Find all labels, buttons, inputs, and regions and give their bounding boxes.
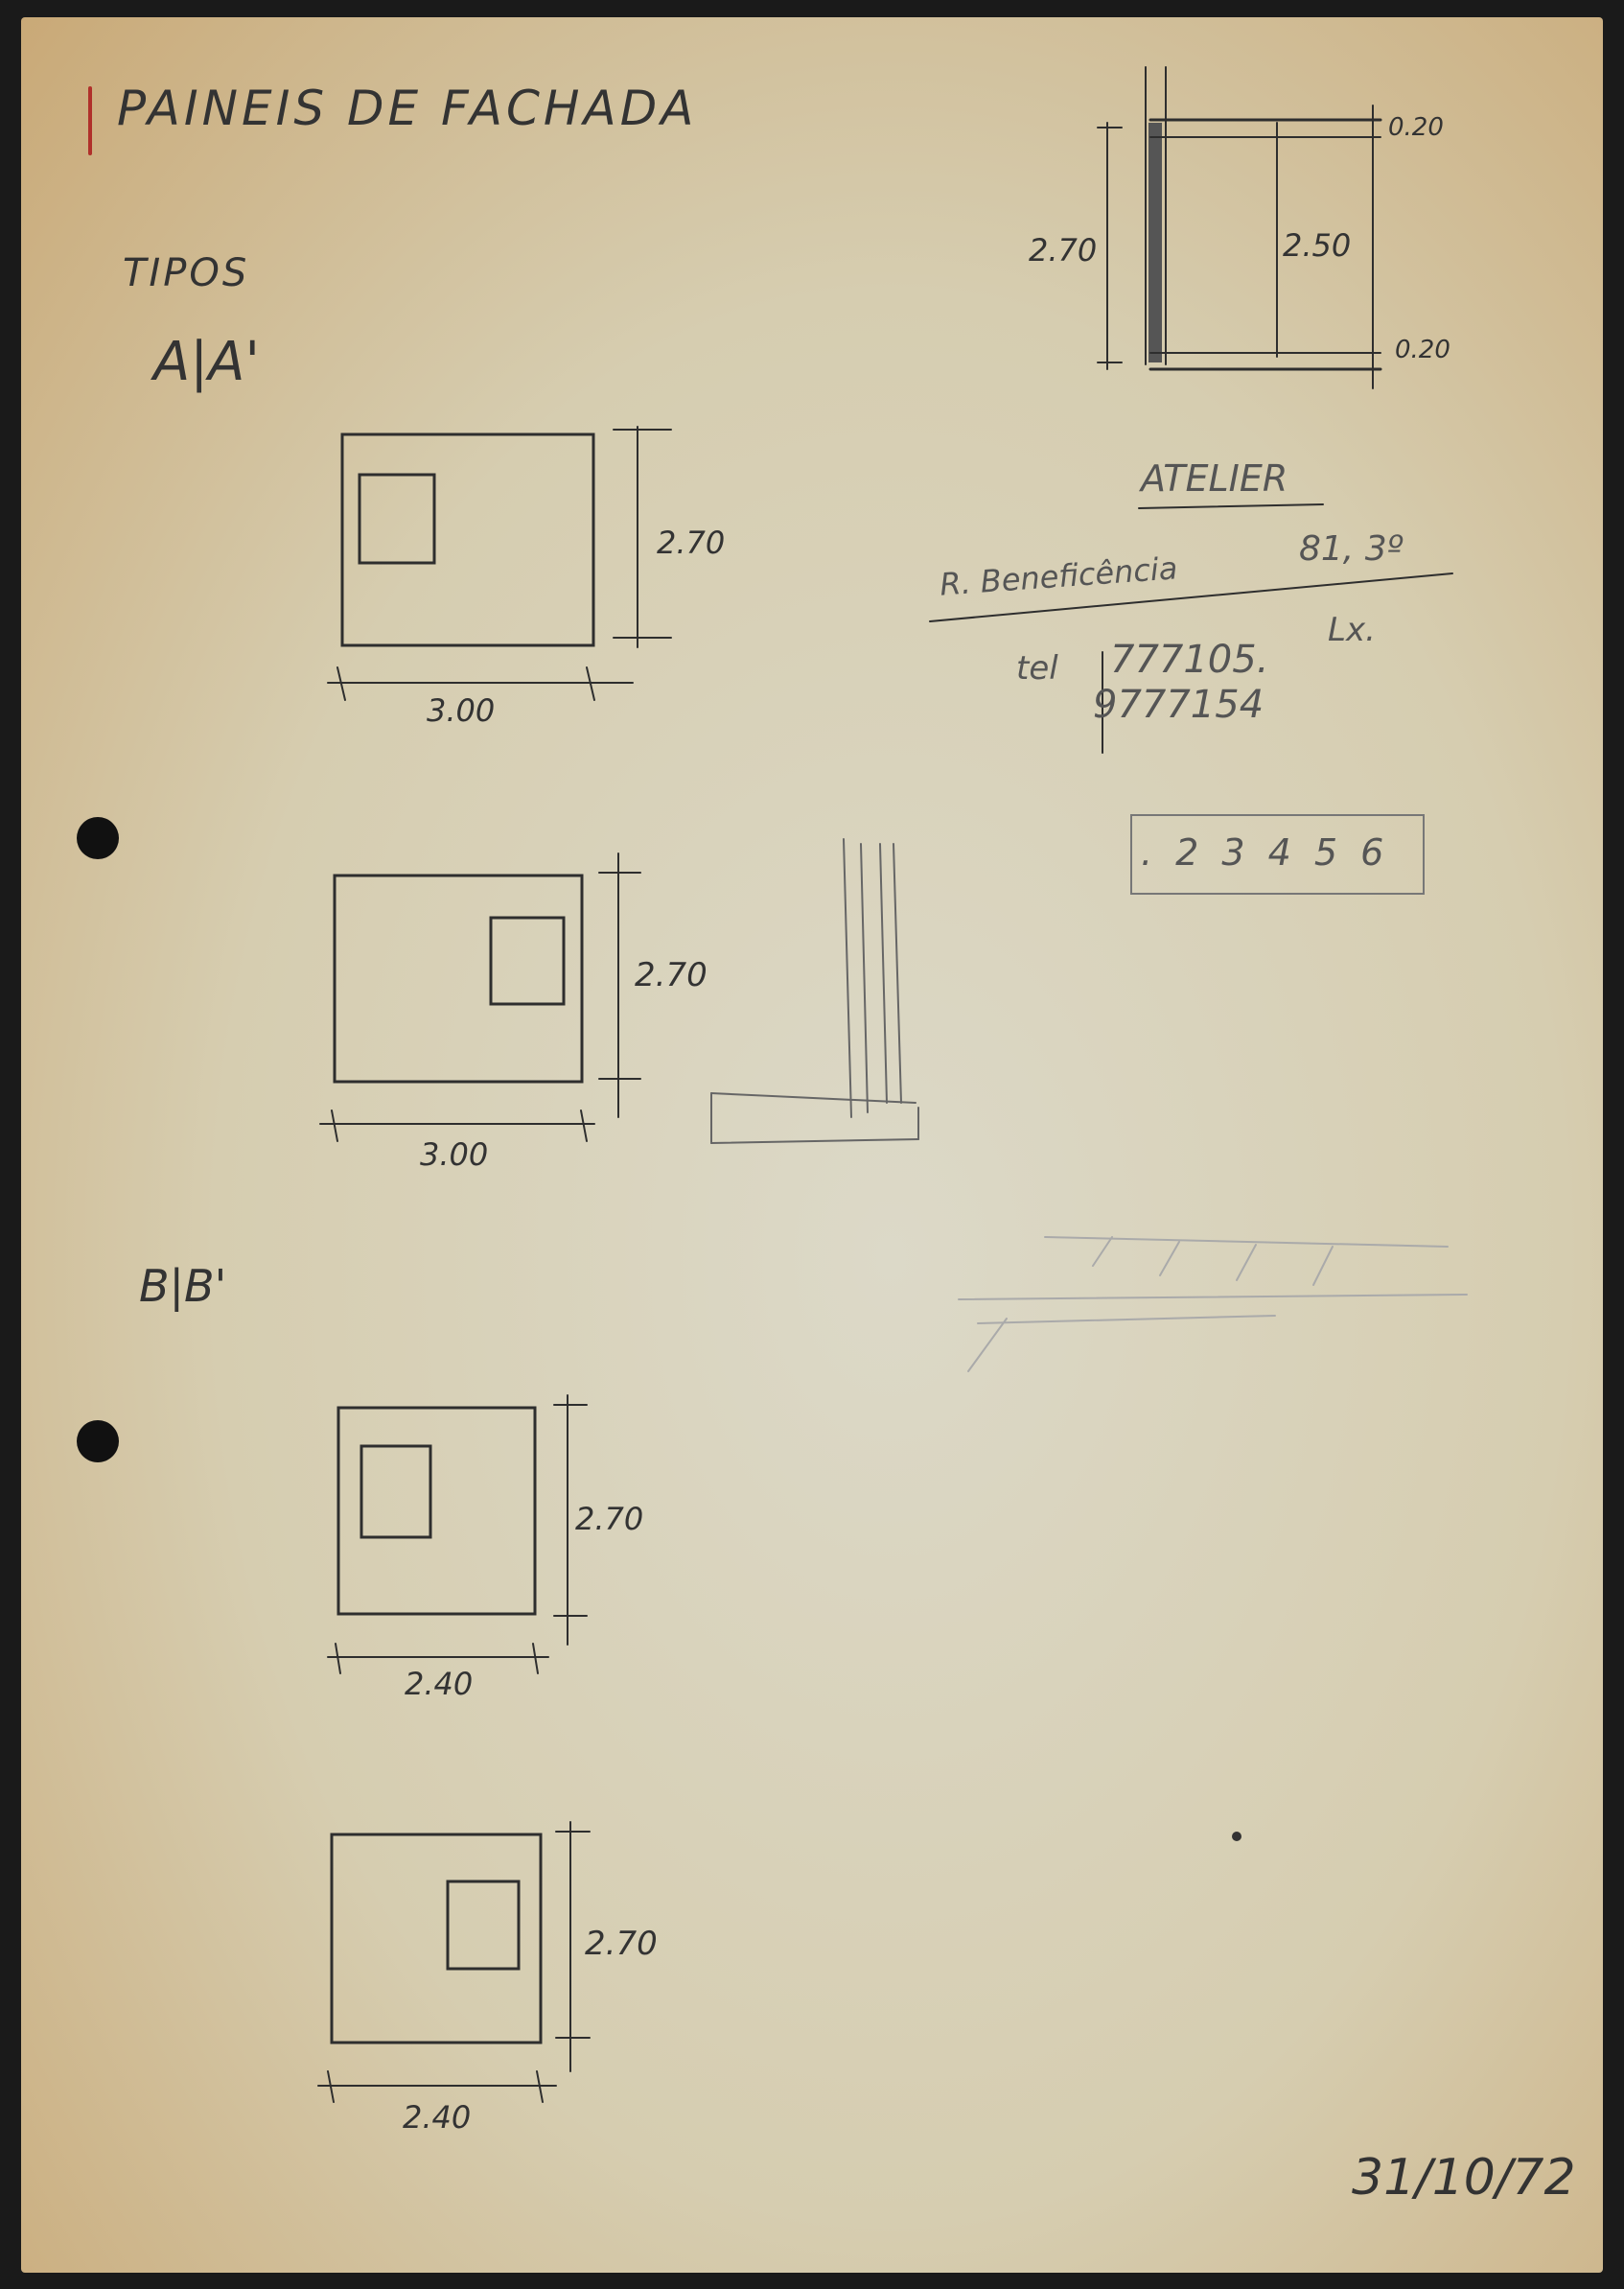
panel-a2-width: 3.00 xyxy=(420,1136,489,1173)
section-bottom-dim: 0.20 xyxy=(1395,336,1450,364)
phone-2: 9777154 xyxy=(1093,683,1264,727)
atelier-number: 81, 3º xyxy=(1299,529,1404,569)
section-inner-height: 2.50 xyxy=(1283,227,1352,264)
panel-b1-width: 2.40 xyxy=(405,1666,474,1702)
panel-a2-height: 2.70 xyxy=(635,956,708,994)
panel-b1-height: 2.70 xyxy=(575,1501,644,1537)
types-label: TIPOS xyxy=(123,251,250,295)
date: 31/10/72 xyxy=(1352,2149,1576,2207)
type-b-label: B|B' xyxy=(139,1260,227,1312)
panel-b1 xyxy=(328,1395,587,1673)
panel-a1-height: 2.70 xyxy=(657,525,726,561)
page-title: PAINEIS DE FACHADA xyxy=(117,81,698,136)
panel-a2 xyxy=(320,853,640,1141)
panel-a1 xyxy=(328,427,671,700)
ink-dot xyxy=(1232,1832,1241,1841)
box-digits: . 2 3 4 5 6 xyxy=(1141,831,1390,874)
panel-b2-height: 2.70 xyxy=(585,1925,658,1963)
section-top-dim: 0.20 xyxy=(1388,113,1444,142)
atelier-address: R. Beneficência xyxy=(938,549,1179,603)
atelier-heading: ATELIER xyxy=(1141,457,1288,500)
panel-b2 xyxy=(318,1822,590,2102)
wall-section-pencil xyxy=(711,839,918,1143)
faint-hatching xyxy=(959,1237,1467,1371)
section-total-height: 2.70 xyxy=(1029,232,1098,269)
phone-1: 777105. xyxy=(1110,638,1269,682)
tel-label: tel xyxy=(1016,649,1058,688)
panel-a1-width: 3.00 xyxy=(427,692,496,729)
atelier-suffix: Lx. xyxy=(1328,611,1376,649)
type-a-label: A|A' xyxy=(153,331,260,393)
panel-b2-width: 2.40 xyxy=(403,2099,472,2136)
